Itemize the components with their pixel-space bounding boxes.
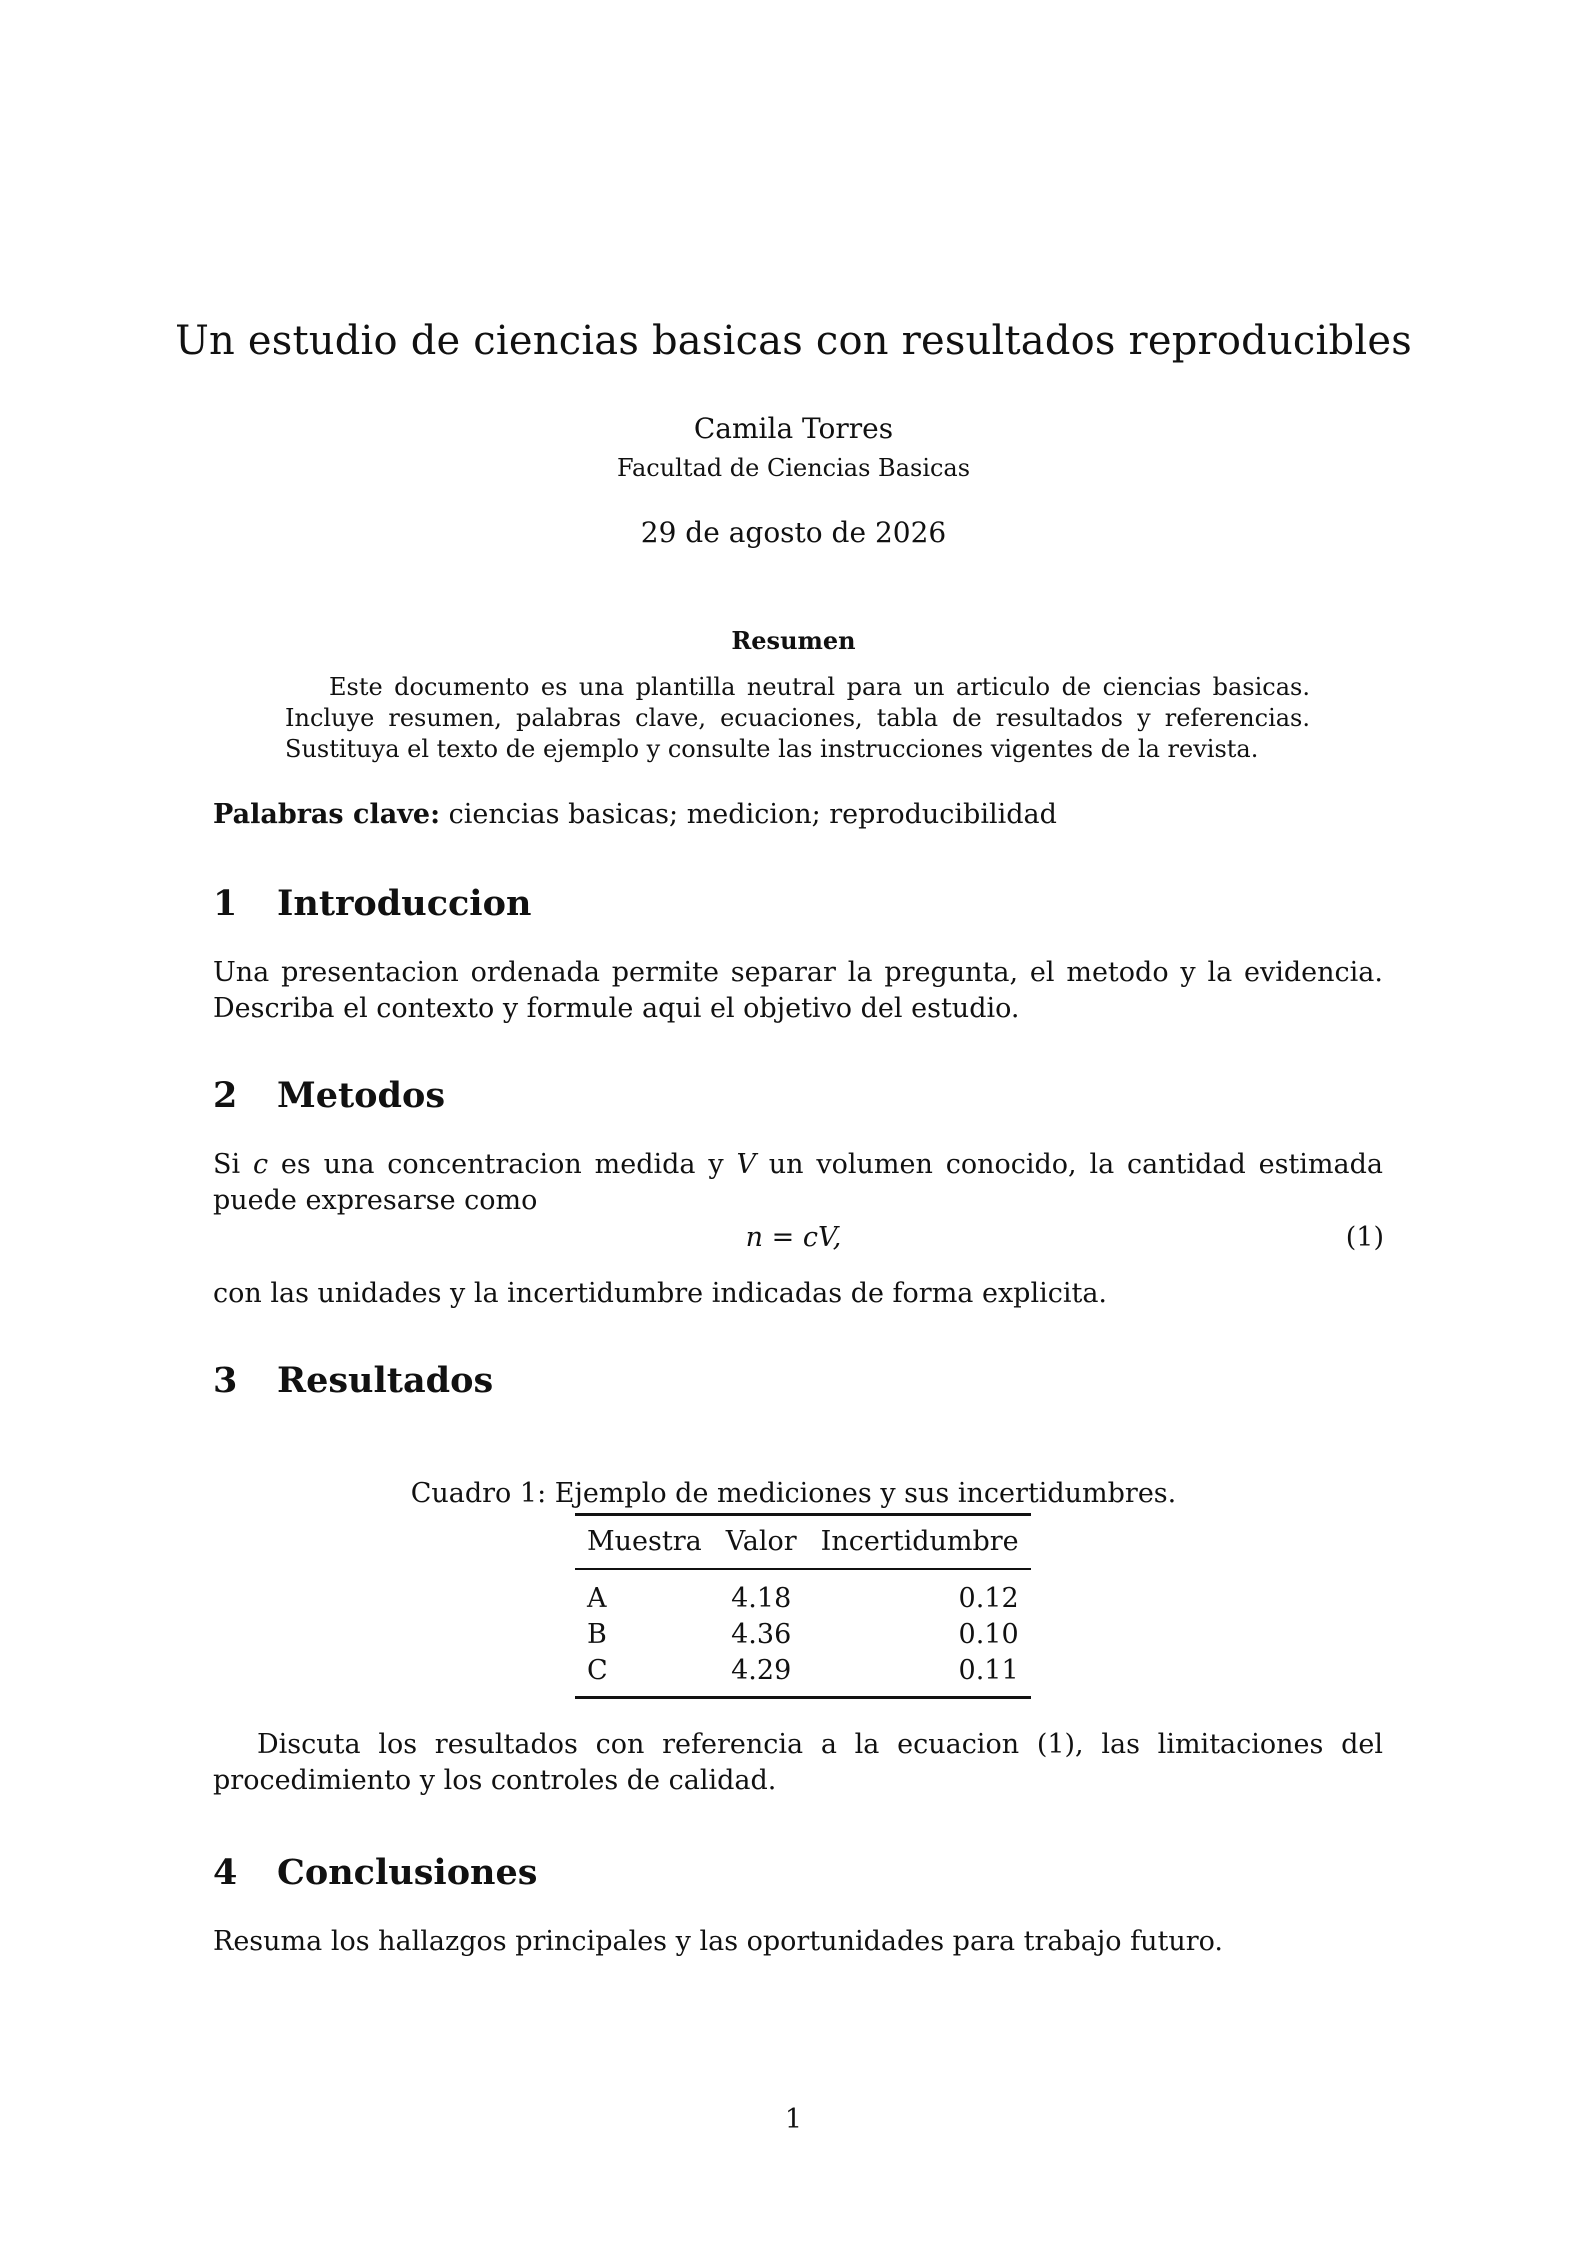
variable-v: V: [736, 1149, 756, 1180]
section-title: Conclusiones: [277, 1852, 538, 1893]
cell-incertidumbre: 0.10: [958, 1618, 1019, 1650]
metodos-paragraph-after: con las unidades y la incertidumbre indicadas de forma explicita.: [213, 1278, 1108, 1309]
cell-incertidumbre: 0.11: [958, 1654, 1019, 1686]
section-heading-introduccion: [213, 883, 531, 924]
results-table: [575, 1513, 1023, 1699]
text-fragment: es una concentracion medida y: [268, 1149, 737, 1180]
section-heading-metodos: [213, 1075, 445, 1116]
table-caption: Cuadro 1: Ejemplo de mediciones y sus incertidumbres.: [410, 1478, 1177, 1509]
section-number: 3: [213, 1360, 238, 1401]
text-fragment: Si: [213, 1149, 253, 1180]
page-number: 1: [784, 2104, 803, 2135]
equation-number: (1): [1345, 1222, 1384, 1253]
section-heading-conclusiones: [213, 1852, 537, 1893]
table-header-row: [575, 1515, 1031, 1570]
introduccion-paragraph: Una presentacion ordenada permite separar la pregunta, el metodo y la evidencia. Describa el contexto y formule aqui el objetivo del estudio.: [213, 957, 1383, 1024]
header-valor: Valor: [714, 1515, 809, 1570]
table-row: [575, 1652, 1031, 1698]
equation-1: [0, 1222, 1587, 1253]
table-row: [575, 1616, 1031, 1652]
cell-muestra: A: [587, 1582, 607, 1614]
section-title: Introduccion: [277, 883, 532, 924]
keywords-label: Palabras clave:: [213, 799, 441, 830]
cell-valor: 4.18: [731, 1582, 792, 1614]
keywords: [213, 797, 1383, 833]
author-affiliation: Facultad de Ciencias Basicas: [616, 454, 971, 482]
section-title: Resultados: [277, 1360, 494, 1401]
section-title: Metodos: [277, 1075, 446, 1116]
header-incertidumbre: Incertidumbre: [809, 1515, 1031, 1570]
paper-date: 29 de agosto de 2026: [640, 516, 947, 549]
cell-valor: 4.36: [731, 1618, 792, 1650]
header-muestra: Muestra: [575, 1515, 714, 1570]
keywords-text: ciencias basicas; medicion; reproducibilidad: [448, 799, 1057, 830]
abstract-heading: Resumen: [731, 626, 856, 655]
text-fragment: un volumen conocido, la cantidad estimada puede expresarse como: [213, 1149, 1383, 1216]
section-number: 4: [213, 1852, 238, 1893]
equation-body: n = cV,: [745, 1222, 842, 1253]
section-number: 1: [213, 883, 238, 924]
table-row: [575, 1569, 1031, 1616]
cell-incertidumbre: 0.12: [958, 1582, 1019, 1614]
section-number: 2: [213, 1075, 238, 1116]
cell-muestra: B: [587, 1618, 607, 1650]
cell-muestra: C: [587, 1654, 608, 1686]
abstract-text: Este documento es una plantilla neutral para un articulo de ciencias basicas. Incluye resumen, palabras clave, ecuaciones, tabla de resultados y referencias. Sustituya el texto de ejemplo y consulte las instrucciones vigentes de la revista.: [285, 673, 1310, 763]
paper-title: Un estudio de ciencias basicas con resultados reproducibles: [175, 318, 1412, 364]
variable-c: c: [252, 1149, 269, 1180]
section-heading-resultados: [213, 1360, 493, 1401]
conclusiones-paragraph: Resuma los hallazgos principales y las oportunidades para trabajo futuro.: [213, 1926, 1223, 1957]
author-name: Camila Torres: [693, 412, 894, 445]
metodos-paragraph: [213, 1147, 1383, 1219]
resultados-paragraph: Discuta los resultados con referencia a la ecuacion (1), las limitaciones del procedimiento y los controles de calidad.: [213, 1729, 1383, 1796]
cell-valor: 4.29: [731, 1654, 792, 1686]
